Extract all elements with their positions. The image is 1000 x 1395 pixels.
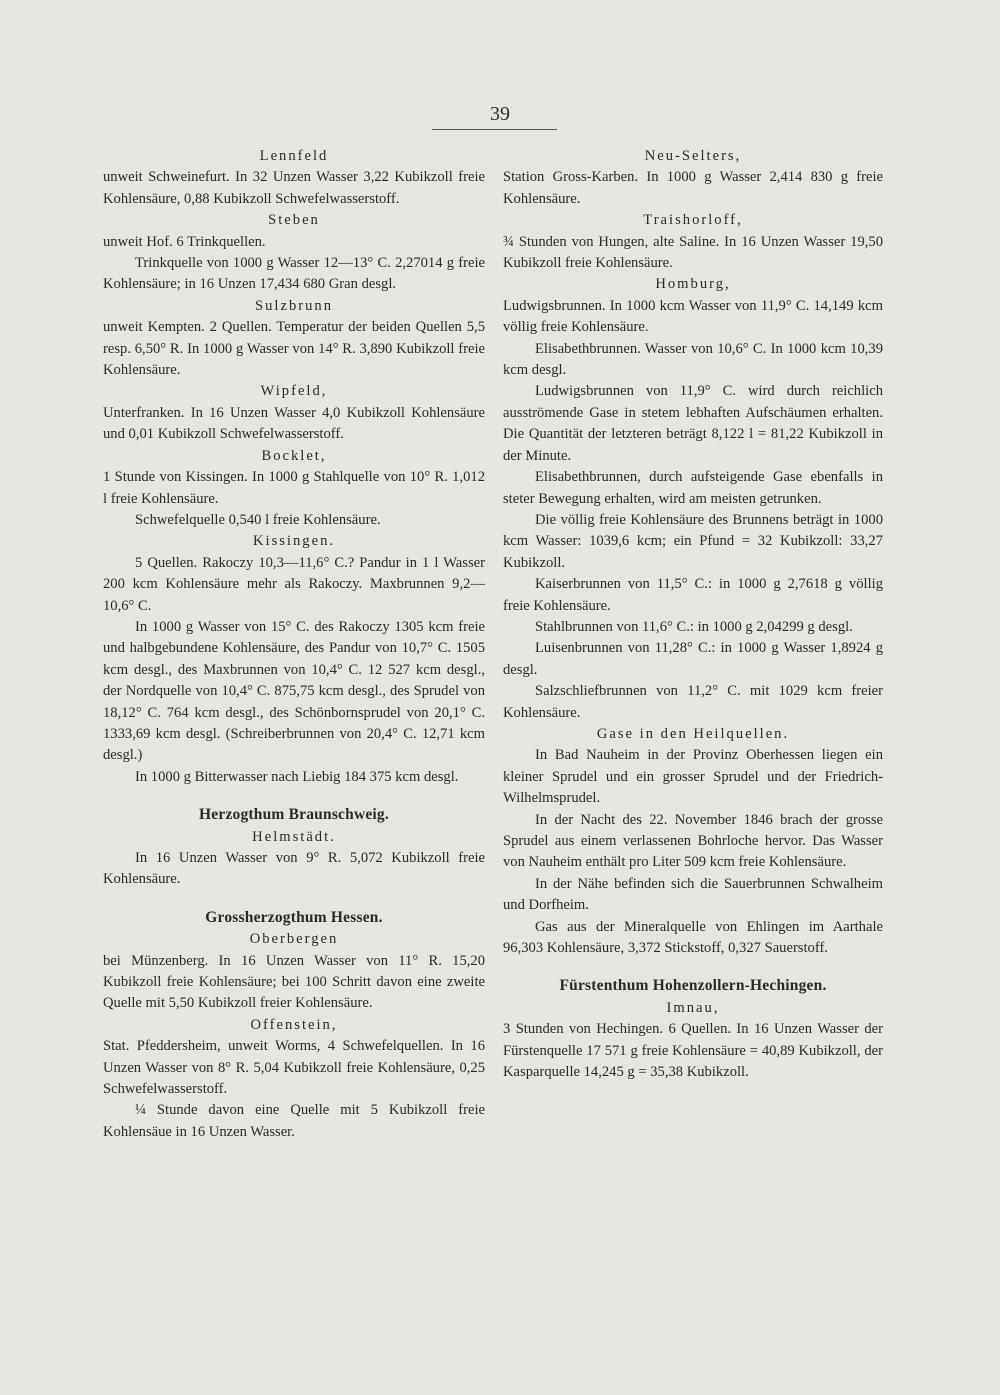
paragraph: 3 Stunden von Hechingen. 6 Quellen. In 16 Unzen Wasser der Fürstenquelle 17 571 g freie Kohlensäure = 40,89 Kubikzoll, der Kasparquelle 14,245 g = 35,38 Kubikzoll.	[503, 1021, 883, 1081]
entry-heading: Gase in den Heilquellen.	[596, 725, 790, 742]
paragraph: Ludwigsbrunnen von 11,9° C. wird durch reichlich ausströmende Gase in stetem lebhaften Aufschäumen erhalten. Die Quantität der letzteren beträgt 8,122 l = 81,22 Kubikzoll in der Minute.	[503, 383, 883, 464]
paragraph: Salzschliefbrunnen von 11,2° C. mit 1029 kcm freier Kohlensäure.	[503, 683, 883, 721]
right-column	[503, 146, 883, 1083]
paragraph: ¼ Stunde davon eine Quelle mit 5 Kubikzoll freie Kohlensäue in 16 Unzen Wasser.	[103, 1102, 485, 1140]
paragraph: Elisabethbrunnen. Wasser von 10,6° C. In 1000 kcm 10,39 kcm desgl.	[503, 340, 883, 379]
paragraph: Elisabethbrunnen, durch aufsteigende Gase ebenfalls in steter Bewegung erhalten, wird am meisten getrunken.	[503, 469, 883, 507]
left-column	[103, 146, 485, 1143]
paragraph: In 1000 g Bitterwasser nach Liebig 184 375 kcm desgl.	[135, 768, 459, 785]
paragraph: 5 Quellen. Rakoczy 10,3—11,6° C.? Pandur in 1 l Wasser 200 kcm Kohlensäure mehr als Rakoczy. Maxbrunnen 9,2—10,6° C.	[103, 554, 485, 614]
paragraph: Luisenbrunnen von 11,28° C.: in 1000 g Wasser 1,8924 g desgl.	[503, 640, 883, 678]
paragraph: ¾ Stunden von Hungen, alte Saline. In 16 Unzen Wasser 19,50 Kubikzoll freie Kohlensäure.	[503, 233, 883, 272]
paragraph: Trinkquelle von 1000 g Wasser 12—13° C. 2,27014 g freie Kohlensäure; in 16 Unzen 17,434 680 Gran desgl.	[103, 255, 485, 293]
paragraph: bei Münzenberg. In 16 Unzen Wasser von 11° R. 15,20 Kubikzoll freie Kohlensäure; bei 100 Schritt davon eine zweite Quelle mit 5,50 Kubikzoll freier Kohlensäure.	[103, 952, 485, 1012]
section-heading: Grossherzogthum Hessen.	[205, 908, 383, 926]
entry-heading: Sulzbrunn	[255, 297, 333, 314]
paragraph: unweit Kempten. 2 Quellen. Temperatur der beiden Quellen 5,5 resp. 6,50° R. In 1000 g Wasser von 14° R. 3,890 Kubikzoll freie Kohlensäure.	[103, 319, 485, 379]
paragraph: unweit Hof. 6 Trinkquellen.	[103, 233, 266, 250]
paragraph: In Bad Nauheim in der Provinz Oberhessen liegen ein kleiner Sprudel und ein grosser Sprudel und der Friedrich-Wilhelmsprudel.	[503, 747, 883, 807]
section-heading: Fürstenthum Hohenzollern-Hechingen.	[559, 977, 827, 995]
entry-heading: Oberbergen	[249, 931, 339, 948]
page-number: 39	[490, 103, 510, 125]
paragraph: Stat. Pfeddersheim, unweit Worms, 4 Schwefelquellen. In 16 Unzen Wasser von 8° R. 5,04 Kubikzoll freie Kohlensäure, 0,25 Schwefelwasserstoff.	[103, 1038, 485, 1098]
paragraph: unweit Schweinefurt. In 32 Unzen Wasser 3,22 Kubikzoll freie Kohlensäure, 0,88 Kubikzoll Schwefelwasserstoff.	[103, 169, 485, 207]
entry-heading: Offenstein,	[250, 1016, 338, 1033]
paragraph: In 1000 g Wasser von 15° C. des Rakoczy 1305 kcm freie und halbgebundene Kohlensäure, des Pandur von 10,7° C. 1505 kcm desgl., des Maxbrunnen von 10,4° C. 12 527 kcm desgl., der Nordquelle von 10,4° C. 875,75 kcm desgl., des Sprudel von 18,12° C. 764 kcm desgl., des Schönbornsprudel von 20,1° C. 1333,69 kcm desgl. (Schreiberbrunnen von 20,4° C. 12,71 kcm desgl.)	[103, 618, 485, 764]
entry-heading: Lennfeld	[259, 148, 329, 164]
entry-heading: Wipfeld,	[260, 383, 328, 400]
entry-heading: Neu-Selters,	[644, 148, 742, 164]
entry-heading: Homburg,	[655, 276, 731, 293]
paragraph: 1 Stunde von Kissingen. In 1000 g Stahlquelle von 10° R. 1,012 l freie Kohlensäure.	[103, 469, 485, 507]
entry-heading: Kissingen.	[252, 533, 336, 550]
entry-heading: Bocklet,	[261, 447, 327, 464]
entry-heading: Traishorloff,	[643, 212, 743, 229]
paragraph: Schwefelquelle 0,540 l freie Kohlensäure.	[135, 511, 381, 528]
entry-heading: Helmstädt.	[252, 828, 336, 845]
paragraph: Kaiserbrunnen von 11,5° C.: in 1000 g 2,7618 g völlig freie Kohlensäure.	[503, 576, 883, 614]
paragraph: In der Nähe befinden sich die Sauerbrunnen Schwalheim und Dorfheim.	[503, 875, 883, 914]
entry-heading: Imnau,	[666, 999, 720, 1016]
paragraph: Gas aus der Mineralquelle von Ehlingen im Aarthale 96,303 Kohlensäure, 3,372 Stickstoff, 0,327 Sauerstoff.	[503, 918, 883, 957]
paragraph: Ludwigsbrunnen. In 1000 kcm Wasser von 11,9° C. 14,149 kcm völlig freie Kohlensäure.	[503, 297, 883, 336]
paragraph: In der Nacht des 22. November 1846 brach der grosse Sprudel aus einem verlassenen Bohrloche hervor. Das Wasser von Nauheim enthält pro Liter 509 kcm freie Kohlensäure.	[503, 811, 883, 871]
paragraph: Die völlig freie Kohlensäure des Brunnens beträgt in 1000 kcm Wasser: 1039,6 kcm; ein Pfund = 32 Kubikzoll: 33,27 Kubikzoll.	[503, 511, 883, 571]
paragraph: Unterfranken. In 16 Unzen Wasser 4,0 Kubikzoll Kohlensäure und 0,01 Kubikzoll Schwefelwasserstoff.	[103, 404, 485, 443]
entry-heading: Steben	[268, 212, 320, 229]
header-rule	[432, 129, 557, 130]
paragraph: Station Gross-Karben. In 1000 g Wasser 2,414 830 g freie Kohlensäure.	[503, 169, 883, 207]
paragraph: Stahlbrunnen von 11,6° C.: in 1000 g 2,04299 g desgl.	[535, 618, 853, 635]
paragraph: In 16 Unzen Wasser von 9° R. 5,072 Kubikzoll freie Kohlensäure.	[103, 850, 485, 888]
section-heading: Herzogthum Braunschweig.	[199, 806, 389, 824]
